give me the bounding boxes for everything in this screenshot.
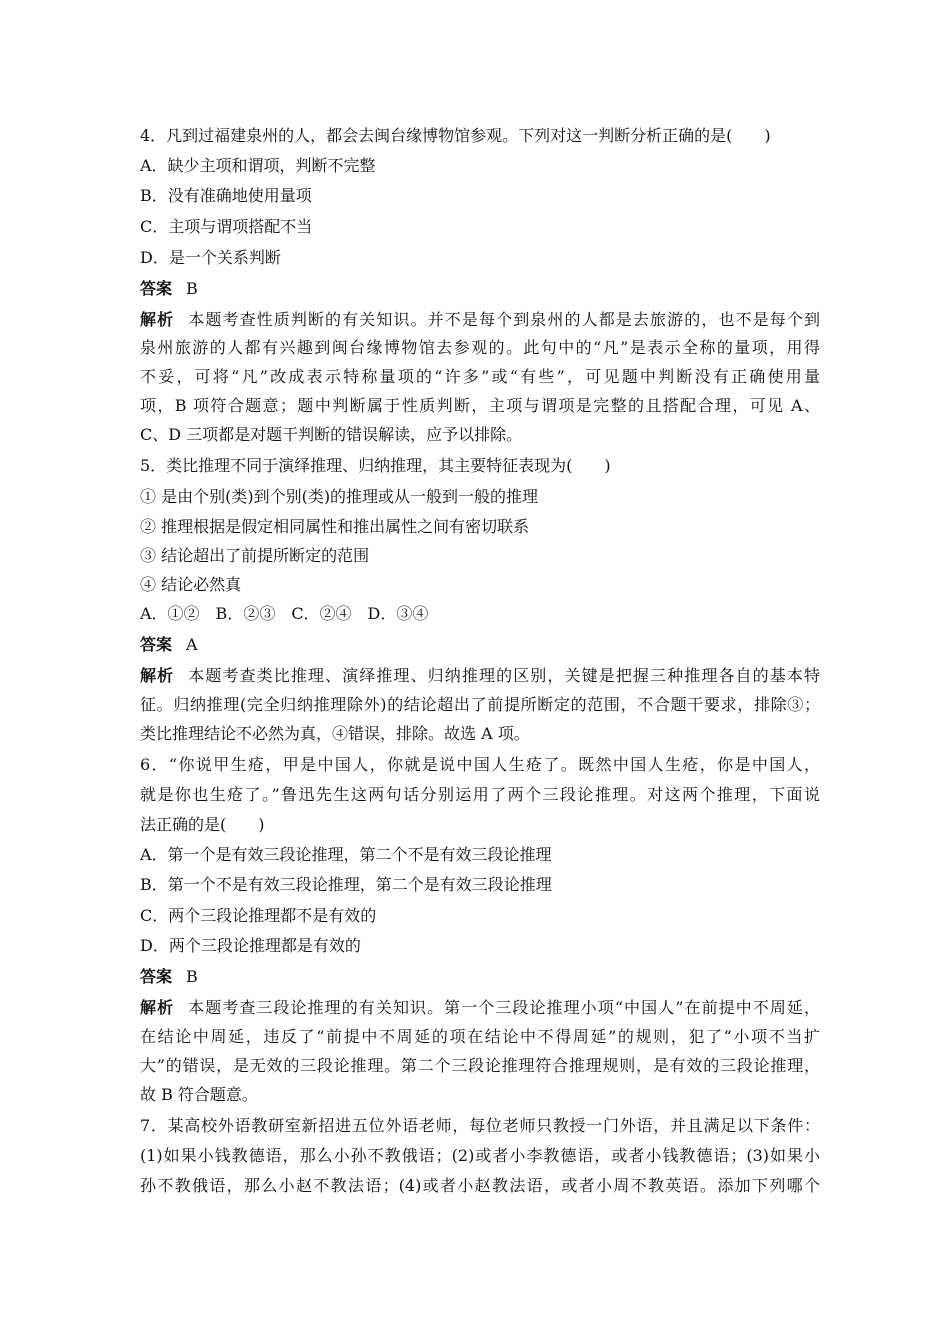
- q6-stem-line-2: 就是你也生疮了。”鲁迅先生这两句话分别运用了两个三段论推理。对这两个推理，下面说: [140, 785, 820, 804]
- q4-analysis-line-4: 项，B 项符合题意；题中判断属于性质判断，主项与谓项是完整的且搭配合理，可见 A、: [140, 396, 820, 415]
- analysis-label: 解析: [140, 666, 175, 685]
- q5-analysis-line-2: 征。归纳推理(完全归纳推理除外)的结论超出了前提所断定的范围，不合题干要求，排除③；: [140, 695, 820, 714]
- q7-stem-line-1: 7．某高校外语教研室新招进五位外语老师，每位老师只教授一门外语，并且满足以下条件：: [140, 1116, 820, 1135]
- q4-analysis-line-1: [140, 309, 820, 331]
- answer-value: A: [186, 635, 198, 654]
- q4-answer: [140, 278, 198, 300]
- answer-label: 答案: [140, 967, 173, 986]
- q5-options: A．①② B．②③ C．②④ D．③④: [140, 604, 429, 623]
- q4-option-d: D．是一个关系判断: [140, 248, 281, 267]
- q4-analysis-line-5: C、D 三项都是对题干判断的错误解读，应予以排除。: [140, 425, 523, 444]
- answer-value: B: [186, 967, 198, 986]
- q5-analysis-line-3: 类比推理结论不必然为真，④错误，排除。故选 A 项。: [140, 724, 530, 743]
- q4-option-b: B．没有准确地使用量项: [140, 186, 312, 205]
- q6-stem-line-1: 6．“你说甲生疮，甲是中国人，你就是说中国人生疮了。既然中国人生疮，你是中国人，: [140, 755, 820, 774]
- q4-analysis-line-3: 不妥，可将“凡”改成表示特称量项的“许多”或“有些”，可见题中判断没有正确使用量: [140, 367, 820, 386]
- q6-stem-line-3: 法正确的是( ): [140, 815, 265, 834]
- analysis-label: 解析: [140, 310, 175, 329]
- answer-label: 答案: [140, 635, 173, 654]
- analysis-text: 本题考查类比推理、演绎推理、归纳推理的区别，关键是把握三种推理各自的基本特: [188, 666, 820, 685]
- analysis-text: 本题考查三段论推理的有关知识。第一个三段论推理小项“中国人”在前提中不周延，: [188, 998, 820, 1017]
- q5-stem: 5．类比推理不同于演绎推理、归纳推理，其主要特征表现为( ): [140, 456, 611, 475]
- q6-analysis-line-1: [140, 997, 820, 1019]
- q7-stem-line-3: 孙不教俄语，那么小赵不教法语；(4)或者小赵教法语，或者小周不教英语。添加下列哪个: [140, 1176, 820, 1195]
- q5-item-3: ③ 结论超出了前提所断定的范围: [140, 546, 370, 565]
- analysis-text: 本题考查性质判断的有关知识。并不是每个到泉州的人都是去旅游的，也不是每个到: [188, 310, 820, 329]
- q6-analysis-line-4: 故 B 符合题意。: [140, 1085, 258, 1104]
- analysis-label: 解析: [140, 998, 175, 1017]
- q6-option-d: D．两个三段论推理都是有效的: [140, 936, 361, 955]
- q7-stem-line-2: (1)如果小钱教德语，那么小孙不教俄语；(2)或者小李教德语，或者小钱教德语；(3)如果小: [140, 1146, 820, 1165]
- q5-answer: [140, 634, 198, 656]
- q4-stem: 4．凡到过福建泉州的人，都会去闽台缘博物馆参观。下列对这一判断分析正确的是( ): [140, 126, 771, 145]
- q4-analysis-line-2: 泉州旅游的人都有兴趣到闽台缘博物馆去参观的。此句中的“凡”是表示全称的量项，用得: [140, 338, 820, 357]
- q6-answer: [140, 966, 198, 988]
- answer-value: B: [186, 279, 198, 298]
- q4-option-a: A．缺少主项和谓项，判断不完整: [140, 156, 376, 175]
- q4-option-c: C．主项与谓项搭配不当: [140, 217, 313, 236]
- q5-item-4: ④ 结论必然真: [140, 575, 242, 594]
- answer-label: 答案: [140, 279, 173, 298]
- q5-item-2: ② 推理根据是假定相同属性和推出属性之间有密切联系: [140, 517, 530, 536]
- q6-analysis-line-2: 在结论中周延，违反了“前提中不周延的项在结论中不得周延”的规则，犯了“小项不当扩: [140, 1027, 820, 1046]
- q5-analysis-line-1: [140, 665, 820, 687]
- q6-option-b: B．第一个不是有效三段论推理，第二个是有效三段论推理: [140, 875, 552, 894]
- q6-option-a: A．第一个是有效三段论推理，第二个不是有效三段论推理: [140, 845, 552, 864]
- q6-analysis-line-3: 大”的错误，是无效的三段论推理。第二个三段论推理符合推理规则，是有效的三段论推理，: [140, 1056, 820, 1075]
- q6-option-c: C．两个三段论推理都不是有效的: [140, 906, 377, 925]
- q5-item-1: ① 是由个别(类)到个别(类)的推理或从一般到一般的推理: [140, 487, 539, 506]
